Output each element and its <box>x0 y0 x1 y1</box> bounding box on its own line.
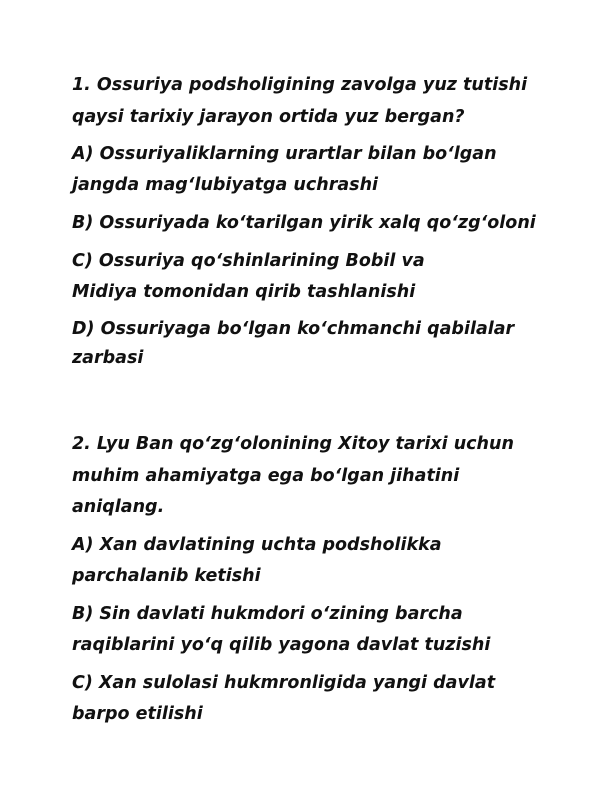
question-2-line-2: muhim ahamiyatga ega bo‘lgan jihatini <box>72 465 460 486</box>
option-line: zarbasi <box>72 348 144 368</box>
option-line: A) Ossuriyaliklarning urartlar bilan bo‘lgan <box>72 144 497 164</box>
option-line: A) Xan davlatining uchta podsholikka <box>72 534 442 555</box>
option-line: C) Xan sulolasi hukmronligida yangi davlat <box>72 672 496 693</box>
question-1-line-2: qaysi tarixiy jarayon ortida yuz bergan? <box>72 106 465 127</box>
question-2-block <box>72 429 542 730</box>
option-line: raqiblarini yo‘q qilib yagona davlat tuzishi <box>72 634 491 655</box>
question-1-option-a <box>72 139 542 201</box>
option-line: jangda mag‘lubiyatga uchrashi <box>72 175 379 195</box>
question-1-line-1: 1. Ossuriya podsholigining zavolga yuz tutishi <box>72 75 528 95</box>
question-2-line-3: aniqlang. <box>72 497 165 517</box>
option-line: barpo etilishi <box>72 703 203 724</box>
option-line: C) Ossuriya qo‘shinlarining Bobil va <box>72 251 425 271</box>
question-2-line-1: 2. Lyu Ban qo‘zg‘olonining Xitoy tarixi uchun <box>72 434 514 454</box>
option-line: B) Ossuriyada ko‘tarilgan yirik xalq qo‘zg‘oloni <box>72 213 536 233</box>
option-line: B) Sin davlati hukmdori o‘zining barcha <box>72 603 463 624</box>
option-line: Midiya tomonidan qirib tashlanishi <box>72 282 416 302</box>
question-1-block <box>72 70 542 373</box>
question-1-option-c <box>72 246 542 308</box>
question-1-option-b <box>72 208 542 239</box>
document-page <box>72 70 542 737</box>
option-line: parchalanib ketishi <box>72 565 261 586</box>
question-2-option-a <box>72 530 542 592</box>
option-line: D) Ossuriyaga bo‘lgan ko‘chmanchi qabilalar <box>72 319 515 339</box>
question-2-option-c <box>72 668 542 730</box>
question-2-text <box>72 429 542 524</box>
question-1-option-d <box>72 315 542 373</box>
question-2-option-b <box>72 599 542 661</box>
question-1-text <box>72 70 542 133</box>
